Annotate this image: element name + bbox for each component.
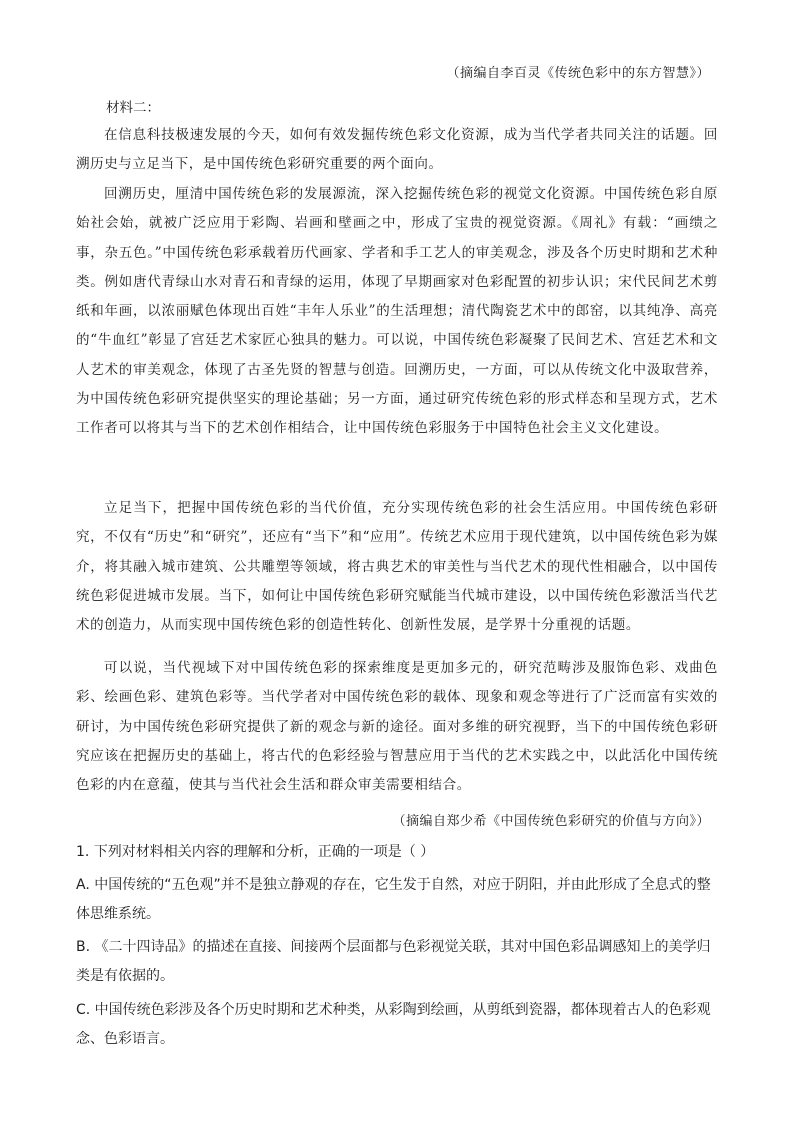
option-a: A. 中国传统的“五色观”并不是独立静观的存在，它生发于自然，对应于阴阳，并由此形成了全息式的整体思维系统。 — [76, 877, 711, 922]
paragraph-4: 可以说，当代视域下对中国传统色彩的探索维度是更加多元的，研究范畴涉及服饰色彩、戏曲色彩、绘画色彩、建筑色彩等。当代学者对中国传统色彩的载体、现象和观念等进行了广泛而富有实效的研讨，为中国传统色彩研究提供了新的观念与新的途径。面对多维的研究视野，当下的中国传统色彩研究应该在把握历史的基础上，将古代的色彩经验与智慧应用于当代的艺术实践之中，以此活化中国传统色彩的内在意蕴，使其与当代社会生活和群众审美需要相结合。 — [76, 660, 718, 794]
source-citation-1: （摘编自李百灵《传统色彩中的东方智慧》） — [446, 66, 710, 81]
paragraph-1: 在信息科技极速发展的今天，如何有效发掘传统色彩文化资源，成为当代学者共同关注的话题。回溯历史与立足当下，是中国传统色彩研究重要的两个面向。 — [76, 127, 718, 173]
option-b: B. 《二十四诗品》的描述在直接、间接两个层面都与色彩视觉关联，其对中国色彩品调感知上的美学归类是有依据的。 — [76, 939, 711, 984]
option-c: C. 中国传统色彩涉及各个历史时期和艺术种类，从彩陶到绘画，从剪纸到瓷器，都体现着古人的色彩观念、色彩语言。 — [76, 1002, 711, 1047]
paragraph-3: 立足当下，把握中国传统色彩的当代价值，充分实现传统色彩的社会生活应用。中国传统色彩研究，不仅有“历史”和“研究”，还应有“当下”和“应用”。传统艺术应用于现代建筑，以中国传统色彩为媒介，将其融入城市建筑、公共雕塑等领域，将古典艺术的审美性与当代艺术的现代性相融合，以中国传统色彩促进城市发展。当下，如何让中国传统色彩研究赋能当代城市建设，以中国传统色彩激活当代艺术的创造力，从而实现中国传统色彩的创造性转化、创新性发展，是学界十分重视的话题。 — [76, 500, 718, 634]
paragraph-2: 回溯历史，厘清中国传统色彩的发展源流，深入挖掘传统色彩的视觉文化资源。中国传统色彩自原始社会始，就被广泛应用于彩陶、岩画和壁画之中，形成了宝贵的视觉资源。《周礼》有载：“画缋之事，杂五色。”中国传统色彩承载着历代画家、学者和手工艺人的审美观念，涉及各个历史时期和艺术种类。例如唐代青绿山水对青石和青绿的运用，体现了早期画家对色彩配置的初步认识；宋代民间艺术剪纸和年画，以浓丽赋色体现出百姓“丰年人乐业”的生活理想；清代陶瓷艺术中的郎窑，以其纯净、高亮的“牛血红”彰显了宫廷艺术家匠心独具的魅力。可以说，中国传统色彩凝聚了民间艺术、宫廷艺术和文人艺术的审美观念，体现了古圣先贤的智慧与创造。回溯历史，一方面，可以从传统文化中汲取营养，为中国传统色彩研究提供坚实的理论基础；另一方面，通过研究传统色彩的形式样态和呈现方式，艺术工作者可以将其与当下的艺术创作相结合，让中国传统色彩服务于中国特色社会主义文化建设。 — [76, 186, 718, 437]
question-stem: 1. 下列对材料相关内容的理解和分析，正确的一项是（ ） — [76, 844, 435, 860]
material-heading: 材料二： — [106, 100, 160, 116]
source-citation-2: （摘编自郑少希《中国传统色彩研究的价值与方向》） — [392, 814, 710, 829]
